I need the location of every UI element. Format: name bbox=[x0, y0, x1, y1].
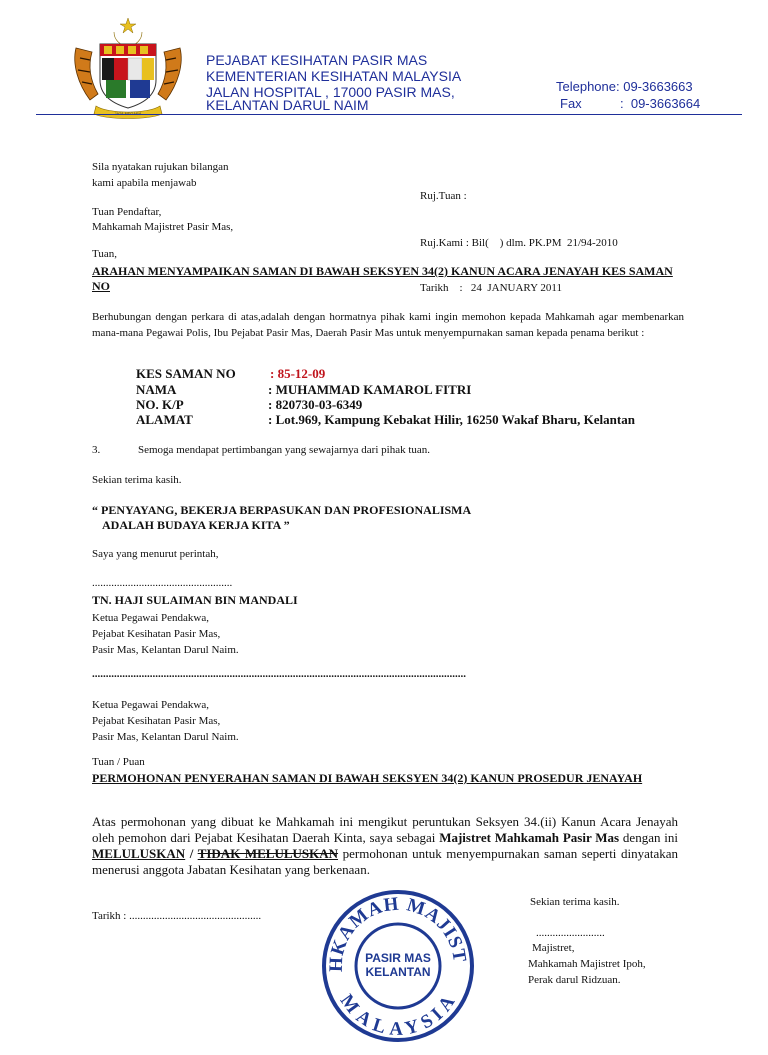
nokp-value: : 820730-03-6349 bbox=[268, 397, 363, 412]
tarikh: Tarikh : 24 JANUARY 2011 bbox=[420, 282, 563, 294]
majistret-signature-line: ......................... bbox=[536, 927, 605, 939]
office-line: PEJABAT KESIHATAN PASIR MAS bbox=[206, 52, 428, 68]
alamat-label: ALAMAT bbox=[136, 412, 193, 427]
stamp-graphic bbox=[320, 880, 476, 1050]
stamp-top-text: HKAMAH MAJIST bbox=[325, 893, 471, 973]
recipient bbox=[92, 205, 233, 235]
item-3-text: Semoga mendapat pertimbangan yang sewajarnya dari pihak tuan. bbox=[138, 444, 431, 456]
meluluskan-option: MELULUSKAN bbox=[92, 846, 186, 861]
signatory-name: TN. HAJI SULAIMAN BIN MANDALI bbox=[92, 593, 298, 607]
reply-para-a: Atas permohonan yang dibuat ke Mahkamah ini mengikut peruntukan Seksyen 34.(ii) Kanun Acara Jenayah oleh pemohon dari Pejabat Kesihatan Daerah Kinta, saya sebagai bbox=[92, 814, 678, 845]
office-line: JALAN HOSPITAL , 17000 PASIR MAS, bbox=[206, 84, 455, 100]
crest-label: JATA NEGARA bbox=[114, 111, 142, 116]
reference-note-line: Sila nyatakan rujukan bilangan bbox=[92, 161, 229, 173]
crest-logo bbox=[68, 14, 188, 122]
telephone: Telephone: 09-3663663 bbox=[556, 79, 693, 94]
reply-closing: Sekian terima kasih. bbox=[530, 896, 620, 908]
office-line: KEMENTERIAN KESIHATAN MALAYSIA bbox=[206, 68, 462, 84]
signatory-details bbox=[92, 610, 239, 658]
motto-line-2: ADALAH BUDAYA KERJA KITA ” bbox=[102, 518, 290, 532]
body-paragraph-text: Berhubungan dengan perkara di atas,adalah dengan hormatnya pihak kami ingin memohon kepada Mahkamah agar membenarkan mana-mana Pegawai Polis, Ibu Pejabat Pasir Mas, Daerah Pasir Mas untuk menyempurnakan saman kepada penama berikut : bbox=[92, 311, 684, 339]
signatory-line: Pejabat Kesihatan Pasir Mas, bbox=[92, 628, 221, 640]
recipient-line: Mahkamah Majistret Pasir Mas, bbox=[92, 221, 234, 233]
reply-tarikh: Tarikh : ................................................ bbox=[92, 910, 262, 922]
reply-addressee-line: Pejabat Kesihatan Pasir Mas, bbox=[92, 715, 221, 727]
reply-subject: PERMOHONAN PENYERAHAN SAMAN DI BAWAH SEKSYEN 34(2) KANUN PROSEDUR JENAYAH bbox=[92, 771, 643, 785]
reply-para-c: permohonan untuk menyempurnakan saman seperti dinyatakan menerusi anggota Jabatan Kesihatan yang berkenaan. bbox=[92, 846, 679, 877]
reply-addressee-line: Ketua Pegawai Pendakwa, bbox=[92, 699, 209, 711]
reference-note bbox=[92, 159, 229, 191]
stamp-center-line-1: PASIR MAS bbox=[365, 951, 431, 965]
stamp-bottom-text: MALAYSIA bbox=[335, 990, 461, 1040]
nama-value: : MUHAMMAD KAMAROL FITRI bbox=[268, 382, 472, 397]
reply-paragraph bbox=[92, 814, 678, 878]
option-separator: / bbox=[185, 846, 198, 861]
fax-value: : 09-3663664 bbox=[620, 96, 701, 111]
nokp-label: NO. K/P bbox=[136, 397, 184, 412]
stamp-center-line-2: KELANTAN bbox=[365, 965, 431, 979]
reply-addressee-line: Pasir Mas, Kelantan Darul Naim. bbox=[92, 731, 239, 743]
majistret-line: Mahkamah Majistret Ipoh, bbox=[528, 958, 646, 970]
fax-label: Fax bbox=[560, 96, 582, 111]
majistret-line: Majistret, bbox=[532, 942, 575, 954]
alamat-value: : Lot.969, Kampung Kebakat Hilir, 16250 Wakaf Bharu, Kelantan bbox=[268, 412, 635, 427]
court-stamp bbox=[320, 880, 476, 1040]
reply-para-b: dengan ini bbox=[619, 830, 678, 845]
reply-salutation: Tuan / Puan bbox=[92, 756, 145, 768]
yours-faithfully: Saya yang menurut perintah, bbox=[92, 548, 219, 560]
reference-note-line: kami apabila menjawab bbox=[92, 177, 197, 189]
subject: ARAHAN MENYAMPAIKAN SAMAN DI BAWAH SEKSYEN 34(2) KANUN ACARA JENAYAH KES SAMAN NO bbox=[92, 264, 673, 293]
header-rule bbox=[36, 114, 742, 115]
kes-saman-value: : 85-12-09 bbox=[270, 366, 326, 381]
office-line: KELANTAN DARUL NAIM bbox=[206, 97, 369, 113]
reply-paragraph-text bbox=[92, 814, 678, 878]
nama-label: NAMA bbox=[136, 382, 177, 397]
signatory-line: Pasir Mas, Kelantan Darul Naim. bbox=[92, 644, 239, 656]
majistret-details bbox=[528, 940, 646, 988]
motto-line-1: “ PENYAYANG, BEKERJA BERPASUKAN DAN PROFESIONALISMA bbox=[92, 503, 472, 517]
reply-addressee bbox=[92, 697, 239, 745]
closing: Sekian terima kasih. bbox=[92, 474, 182, 486]
office-address bbox=[206, 52, 536, 118]
ruj-tuan: Ruj.Tuan : bbox=[420, 190, 467, 202]
reply-para-bold: Majistret Mahkamah Pasir Mas bbox=[439, 830, 620, 845]
separator-line: ........................................................................................................................................ bbox=[92, 668, 466, 680]
item-3-number: 3. bbox=[92, 444, 101, 456]
signature-line: ................................................... bbox=[92, 577, 233, 589]
recipient-line: Tuan Pendaftar, bbox=[92, 206, 162, 218]
tidak-meluluskan-option: TIDAK MELULUSKAN bbox=[197, 846, 339, 861]
majistret-line: Perak darul Ridzuan. bbox=[528, 974, 621, 986]
signatory-line: Ketua Pegawai Pendakwa, bbox=[92, 612, 209, 624]
body-paragraph bbox=[92, 309, 684, 341]
salutation: Tuan, bbox=[92, 248, 117, 260]
kes-saman-label: KES SAMAN NO bbox=[136, 366, 236, 381]
ruj-kami: Ruj.Kami : Bil( ) dlm. PK.PM 21/94-2010 bbox=[420, 237, 618, 249]
